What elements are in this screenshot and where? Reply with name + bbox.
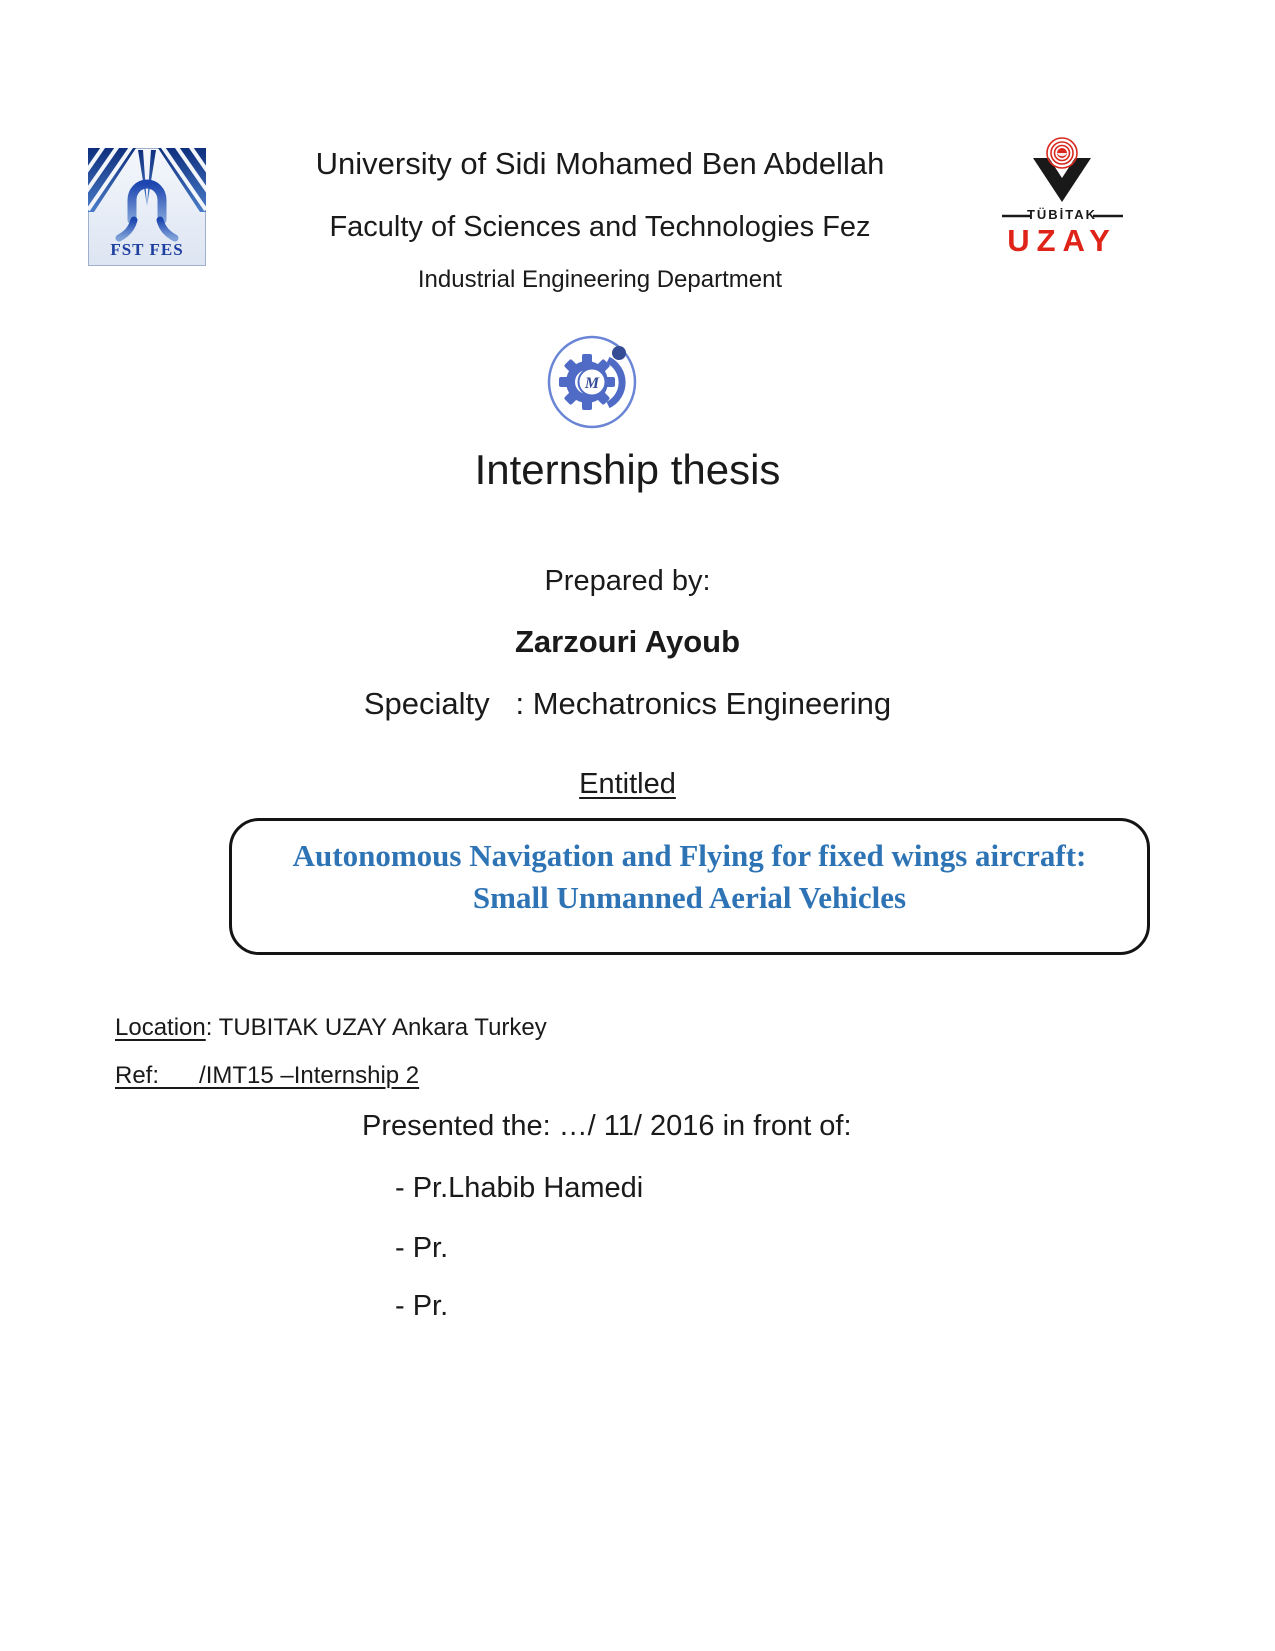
jury-member-2: - Pr. (395, 1232, 449, 1264)
fst-fes-label: FST FES (110, 240, 184, 259)
tubitak-label: TÜBİTAK (1026, 207, 1098, 222)
location-value: : TUBITAK UZAY Ankara Turkey (205, 1014, 547, 1041)
prepared-by-label: Prepared by: (544, 565, 711, 597)
entitled-label (0, 768, 1255, 801)
university-name: University of Sidi Mohamed Ben Abdellah (315, 146, 885, 181)
mechatronics-logo-graphic (547, 335, 638, 430)
department-name: Industrial Engineering Department (417, 266, 783, 293)
uzay-label: UZAY (1007, 223, 1117, 258)
tubitak-uzay-logo-graphic (1000, 136, 1125, 264)
specialty-line: Specialty : Mechatronics Engineering (363, 686, 892, 721)
document-type-title: Internship thesis (474, 446, 781, 493)
dot-shape (612, 346, 626, 360)
presented-line: Presented the: …/ 11/ 2016 in front of: (362, 1110, 852, 1142)
mechatronics-logo (547, 335, 638, 430)
thesis-title-line1: Autonomous Navigation and Flying for fixed wings aircraft: (292, 838, 1087, 873)
location-line (115, 1014, 547, 1042)
entitled-text: Entitled (579, 768, 676, 800)
mechatronics-m-letter: M (584, 375, 600, 392)
jury-member-3: - Pr. (395, 1290, 449, 1322)
jury-member-1: - Pr.Lhabib Hamedi (395, 1172, 644, 1204)
faculty-name: Faculty of Sciences and Technologies Fez (329, 211, 871, 243)
author-name: Zarzouri Ayoub (514, 624, 741, 659)
thesis-title-line2: Small Unmanned Aerial Vehicles (472, 880, 907, 915)
tubitak-uzay-logo (1000, 136, 1125, 264)
location-label: Location (115, 1014, 206, 1041)
tubitak-sun-icon (1047, 138, 1077, 168)
thesis-title-box (229, 818, 1150, 955)
ref-line: Ref: /IMT15 –Internship 2 (115, 1062, 420, 1089)
